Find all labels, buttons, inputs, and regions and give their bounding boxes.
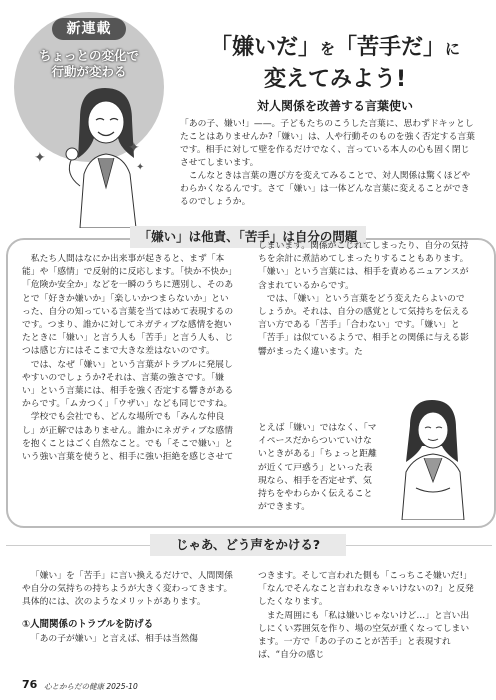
section1-column2: しまいます。関係がこじれてしまったり、自分の気持ちを余計に煮詰めてしまったりすることもあります。「嫌い」という言葉には、相手を責めるニュアンスが含まれているからです。 では、「嫌い」という言葉をどう変えたらよいのでしょうか。それは、自分の感覚として気持ちを伝える言い方である「苦手」「合わない」です。「嫌い」と「苦手」は似ているようで、相手との関係に与える影響がまったく違います。た [258, 241, 470, 357]
magazine-name: 心とからだの健康 2025-10 [44, 682, 138, 691]
woman-illustration [382, 392, 478, 520]
page-title-line2: 変えてみよう! [263, 67, 407, 92]
section1-column1: 私たち人間はなにか出来事が起きると、まず「本能」や「感情」で反射的に反応します。「快か不快か」「危険か安全か」などを一瞬のうちに選別し、そのあとで「好きか嫌いか」「楽しいかつまらないか」といった、自分の知っている言葉を当てはめて表現するのです。つまり、誰かに対してネガティブな感情を抱いたときに「嫌い」と言う人も「苦手」と言う人も、じつは感じ方にはそこまで大きな差はないのです。 では、なぜ「嫌い」という言葉がトラブルに発展しやすいのでしょうか?それは、言葉の強さです。「嫌い」という言葉には、相手を強く否定する響きがあるからです。「ムカつく」「ウザい」なども同じですね。 学校でも会社でも、どんな場所でも「みんな仲良し」が正解ではありません。誰かにネガティブな感情を抱くことはごく自然なこと。でも「そこで嫌い」という強い言葉を使うと、相手に強い拒絶を感じさせて [22, 254, 234, 463]
sparkle-icon: ✦ [128, 140, 140, 156]
page-number: 76 [22, 678, 38, 691]
section1-column2-continued: とえば「嫌い」ではなく、「マイペースだからついていけないときがある」「ちょっと距離が近くて戸惑う」といった表現なら、相手を否定せず、気持ちをやわらかく伝えることができます。 [258, 423, 377, 513]
series-badge: 新連載 [52, 18, 126, 40]
section2-column2: つきます。そして言われた側も「こっちこそ嫌いだ!」「なんでそんなこと言われなきゃいけないの?」と反発したくなります。 また周囲にも「私は嫌いじゃないけど…」と言い出しにくい雰囲気を作り、場の空気が重くなってしまいます。一方で「あの子のことが苦手」と表現すれば、“自分の感じ [258, 571, 474, 661]
sparkle-icon: ✦ [34, 150, 46, 166]
page-subtitle: 対人関係を改善する言葉使い [256, 99, 413, 113]
section1-heading: 「嫌い」は他責、「苦手」は自分の問題 [130, 226, 366, 248]
lead-paragraph: 「あの子、嫌い!」——。子どもたちのこうした言葉に、思わずドキッとしたことはありませんか?「嫌い」は、人や行動そのものを強く否定する言葉です。相手に対して壁を作るだけでなく、言っている本人の心も固く閉じさせてしまいます。 こんなときは言葉の選び方を変えてみることで、対人関係は驚くほどやわらかくなるんです。さて「嫌い」は一体どんな言葉に変えることができるのでしょうか。 [180, 119, 475, 207]
point1-title: ①人間関係のトラブルを防げる [22, 618, 154, 630]
series-title-line1: ちょっとの変化で [38, 48, 139, 63]
section2-heading: じゃあ、どう声をかける? [150, 534, 346, 556]
page-title-line1: 「嫌いだ」を「苦手だ」に [209, 35, 461, 60]
series-title-line2: 行動が変わる [51, 64, 127, 79]
author-illustration [50, 78, 160, 228]
section2-column1: 「嫌い」を「苦手」に言い換えるだけで、人間関係や自分の気持ちの持ちようが大きく変わってきます。具体的には、次のようなメリットがあります。 ①人間関係のトラブルを防げる 「あの子が嫌い」と言えば、相手は当然傷 [22, 570, 236, 646]
sparkle-icon: ✦ [136, 162, 145, 173]
